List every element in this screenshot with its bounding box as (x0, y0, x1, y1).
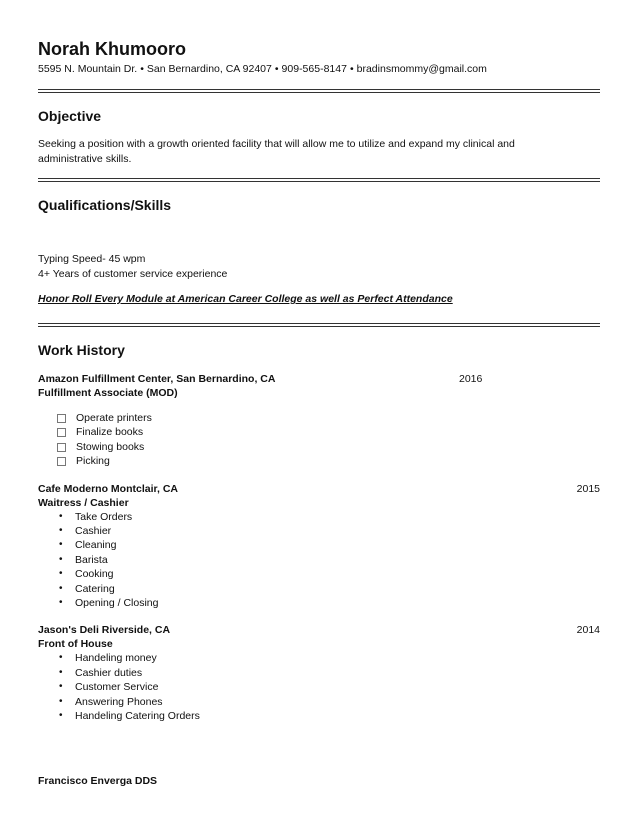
task-label: Cashier (75, 525, 112, 538)
city: San Bernardino, CA 92407 (146, 63, 272, 75)
phone: 909-565-8147 (281, 63, 347, 75)
resume-header (38, 38, 600, 76)
bullet-icon: • (59, 652, 63, 664)
candidate-name: Norah Khumooro (38, 39, 186, 59)
task-label: Finalize books (76, 426, 144, 439)
separator: • (140, 63, 144, 75)
list-item (38, 538, 600, 552)
email: bradinsmommy@gmail.com (356, 63, 487, 75)
task-label: Picking (76, 455, 110, 468)
list-item (38, 454, 600, 468)
job-entry (38, 372, 600, 469)
skills-list (38, 252, 600, 281)
job-entry (38, 482, 600, 611)
employer-name: Jason's Deli Riverside, CA (38, 624, 171, 637)
task-label: Stowing books (76, 440, 145, 453)
address: 5595 N. Mountain Dr. (38, 63, 138, 75)
job-employer (38, 623, 600, 637)
list-item (38, 582, 600, 596)
list-item (38, 695, 600, 709)
task-label: Opening / Closing (75, 597, 159, 610)
contact-line (38, 63, 600, 76)
objective-text: Seeking a position with a growth oriented facility that will allow me to utilize and expand my clinical and administrative skills. (38, 138, 515, 165)
bullet-icon: • (59, 710, 63, 722)
job-year: 2016 (459, 373, 483, 385)
task-label: Cooking (75, 568, 114, 581)
work-history-section (38, 341, 600, 788)
task-label: Take Orders (75, 510, 133, 523)
list-item (38, 510, 600, 524)
job-entry (38, 774, 600, 788)
list-item (38, 709, 600, 723)
task-label: Customer Service (75, 681, 159, 694)
job-year: 2014 (576, 624, 600, 637)
bullet-icon: • (59, 666, 63, 678)
job-position: Front of House (38, 638, 113, 651)
employer-name: Cafe Moderno Montclair, CA (38, 482, 179, 495)
job-employer (38, 774, 600, 788)
list-item (38, 553, 600, 567)
honor-note: Honor Roll Every Module at American Career College as well as Perfect Attendance (38, 293, 453, 305)
skill-item: 4+ Years of customer service experience (38, 267, 228, 280)
checkbox-icon (57, 443, 66, 452)
job-position: Waitress / Cashier (38, 496, 129, 509)
section-divider (38, 89, 600, 93)
job-employer (38, 482, 600, 496)
task-list (38, 411, 600, 469)
list-item (38, 411, 600, 425)
bullet-icon: • (59, 695, 63, 707)
list-item (38, 440, 600, 454)
task-list (38, 651, 600, 723)
separator: • (274, 63, 279, 75)
task-label: Cashier duties (75, 666, 143, 679)
employer-name: Francisco Enverga DDS (38, 774, 158, 787)
bullet-icon: • (59, 568, 63, 580)
bullet-icon: • (59, 582, 63, 594)
job-employer (38, 372, 600, 386)
bullet-icon: • (59, 681, 63, 693)
task-label: Barista (75, 553, 108, 566)
task-label: Answering Phones (75, 695, 163, 708)
separator: • (349, 63, 354, 75)
qualifications-section (38, 196, 600, 306)
list-item (38, 425, 600, 439)
checkbox-icon (57, 428, 66, 437)
task-label: Handeling money (75, 652, 157, 665)
list-item (38, 567, 600, 581)
bullet-icon: • (59, 525, 63, 537)
task-label: Catering (75, 582, 115, 595)
task-label: Cleaning (75, 539, 117, 552)
task-label: Handeling Catering Orders (75, 710, 200, 723)
work-history-title: Work History (38, 342, 125, 358)
list-item (38, 666, 600, 680)
list-item (38, 680, 600, 694)
list-item (38, 596, 600, 610)
checkbox-icon (57, 414, 66, 423)
job-entry (38, 623, 600, 723)
checkbox-icon (57, 457, 66, 466)
section-divider (38, 178, 600, 182)
list-item (38, 651, 600, 665)
bullet-icon: • (59, 510, 63, 522)
section-divider (38, 323, 600, 327)
list-item (38, 524, 600, 538)
bullet-icon: • (59, 597, 63, 609)
employer-name: Amazon Fulfillment Center, San Bernardino, CA (38, 373, 276, 385)
qualifications-title: Qualifications/Skills (38, 197, 172, 213)
objective-section (38, 107, 600, 166)
job-year: 2015 (576, 482, 600, 495)
bullet-icon: • (59, 539, 63, 551)
bullet-icon: • (59, 553, 63, 565)
task-list (38, 510, 600, 611)
task-label: Operate printers (76, 412, 152, 424)
objective-title: Objective (38, 108, 102, 124)
job-position: Fulfillment Associate (MOD) (38, 387, 178, 399)
skill-item: Typing Speed- 45 wpm (38, 253, 146, 265)
